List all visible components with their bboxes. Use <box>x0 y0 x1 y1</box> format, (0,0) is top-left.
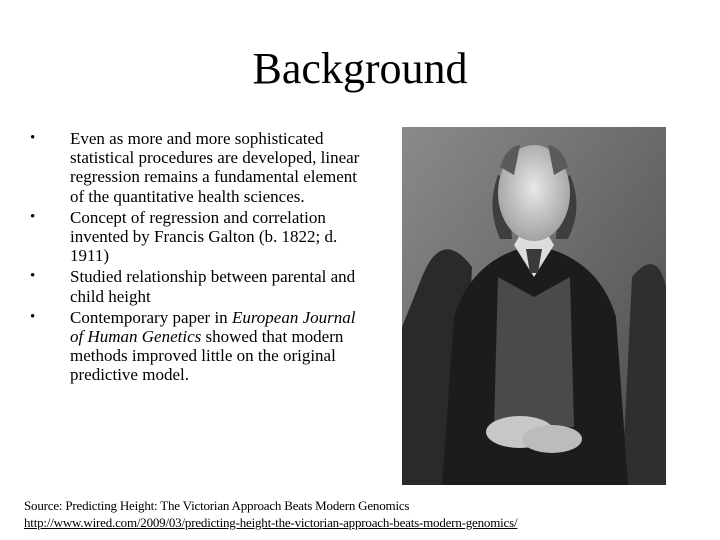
bullet-text: Even as more and more sophisticated statistical procedures are developed, linear regression remains a fundamental element of the quantitative health sciences. <box>70 129 360 206</box>
bullet-marker: • <box>30 268 36 285</box>
bullet-list <box>30 129 360 387</box>
source-citation <box>24 497 704 531</box>
bullet-item <box>30 208 360 266</box>
bullet-item <box>30 267 360 305</box>
bullet-text: Studied relationship between parental and child height <box>70 267 356 306</box>
bullet-item <box>30 308 360 385</box>
portrait-photo-svg <box>402 127 666 485</box>
bullet-text-prefix: Contemporary paper in <box>70 307 232 327</box>
bullet-marker: • <box>30 208 36 225</box>
source-text: Source: Predicting Height: The Victorian Approach Beats Modern Genomics <box>24 498 410 513</box>
portrait-photo-icon <box>402 127 666 485</box>
journal-name: European Journal of Human Genetics <box>70 307 356 347</box>
bullet-marker: • <box>30 308 36 325</box>
bullet-marker: • <box>30 130 36 146</box>
source-link[interactable]: http://www.wired.com/2009/03/predicting-height-the-victorian-approach-beats-modern-genomics/ <box>24 515 518 530</box>
bullet-item <box>30 129 360 206</box>
slide-title: Background <box>252 44 468 93</box>
bullet-text: Concept of regression and correlation invented by Francis Galton (b. 1822; d. 1911) <box>70 207 338 266</box>
bullet-text-suffix: showed that modern methods improved little on the original predictive model. <box>70 327 344 385</box>
